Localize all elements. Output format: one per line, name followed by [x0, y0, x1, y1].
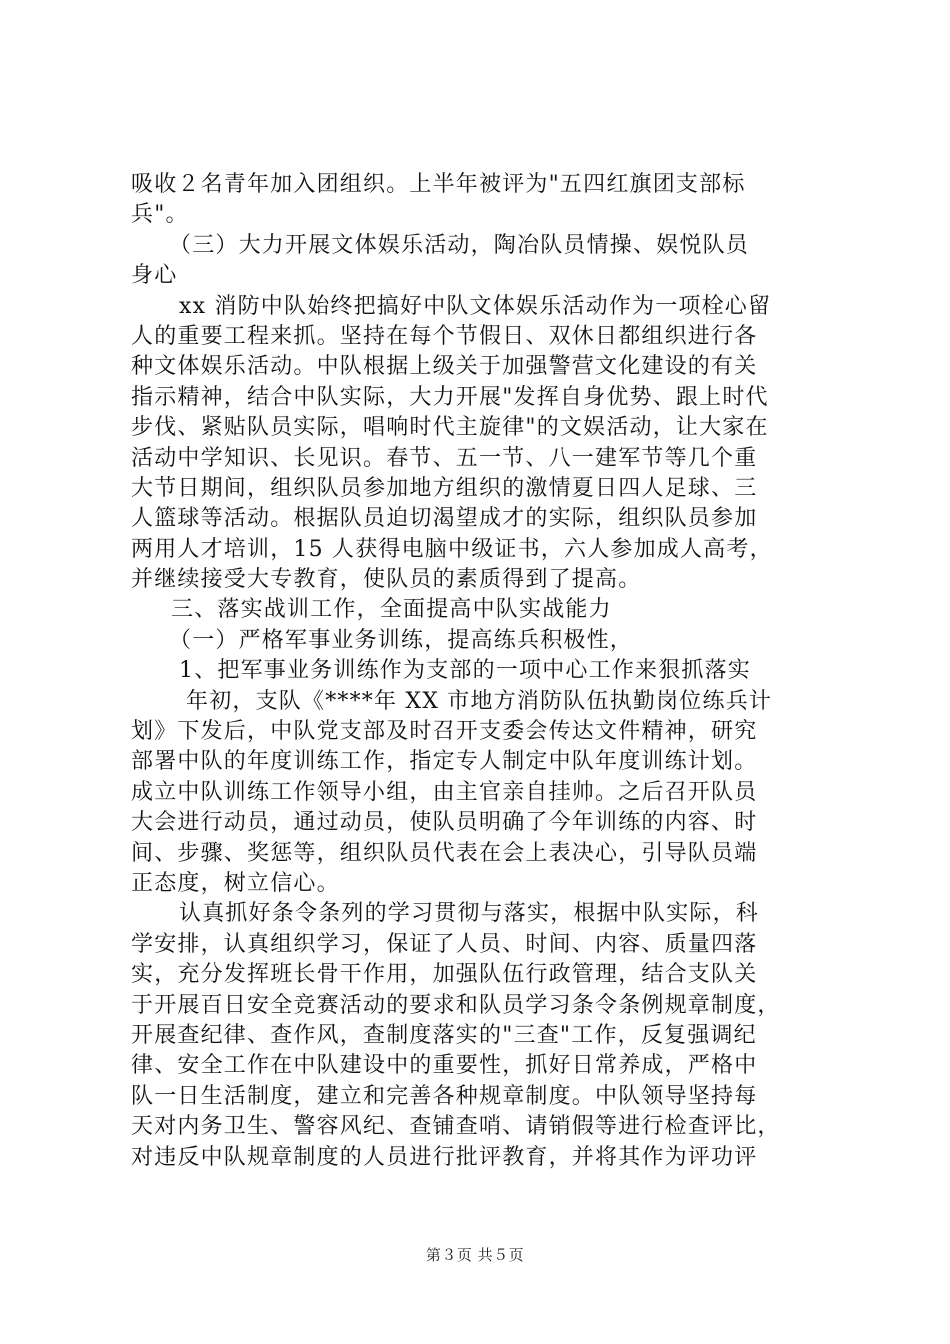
text-line: 队一日生活制度，建立和完善各种规章制度。中队领导坚持每 [131, 1083, 758, 1109]
text-line: 实，充分发挥班长骨干作用，加强队伍行政管理，结合支队关 [131, 962, 758, 988]
text-line: 部署中队的年度训练工作，指定专人制定中队年度训练计划。 [131, 749, 758, 775]
text-line: xx 消防中队始终把搞好中队文体娱乐活动作为一项栓心留 [179, 293, 772, 319]
text-line: 认真抓好条令条列的学习贯彻与落实，根据中队实际，科 [179, 901, 760, 927]
text-line: 大节日期间，组织队员参加地方组织的激情夏日四人足球、三 [131, 475, 758, 501]
text-line: 吸收２名青年加入团组织。上半年被评为"五四红旗团支部标 [131, 172, 746, 197]
text-line: 间、步骤、奖惩等，组织队员代表在会上表决心，引导队员端 [131, 840, 758, 866]
page-footer: 第３页 共５页 [425, 1246, 525, 1264]
text-line: 人篮球等活动。根据队员迫切渴望成才的实际，组织队员参加 [131, 506, 758, 532]
text-line: 开展查纪律、查作风，查制度落实的"三查"工作，反复强调纪 [131, 1022, 757, 1048]
text-line: 年初，支队《****年 XX 市地方消防队伍执勤岗位练兵计 [186, 688, 773, 714]
text-line: 1、把军事业务训练作为支部的一项中心工作来狠抓落实 [179, 658, 751, 684]
text-line: 兵"。 [131, 202, 189, 228]
text-line: 正态度，树立信心。 [131, 870, 340, 896]
text-line: 大会进行动员，通过动员，使队员明确了今年训练的内容、时 [131, 810, 758, 836]
text-line: 三、落实战训工作，全面提高中队实战能力 [171, 597, 612, 623]
text-line: 划》下发后，中队党支部及时召开支委会传达文件精神，研究 [131, 719, 758, 745]
text-line: 身心 [131, 263, 178, 289]
text-line: 步伐、紧贴队员实际，唱响时代主旋律"的文娱活动，让大家在 [131, 415, 769, 441]
text-line: 于开展百日安全竞赛活动的要求和队员学习条令条例规章制度， [131, 992, 781, 1018]
text-line: 指示精神，结合中队实际，大力开展"发挥自身优势、跟上时代 [131, 384, 769, 410]
text-line: 活动中学知识、长见识。春节、五一节、八一建军节等几个重 [131, 445, 758, 471]
document-body [131, 170, 831, 1173]
text-line: 成立中队训练工作领导小组，由主官亲自挂帅。之后召开队员 [131, 779, 758, 805]
text-line: 种文体娱乐活动。中队根据上级关于加强警营文化建设的有关 [131, 354, 758, 380]
text-line: （一）严格军事业务训练，提高练兵积极性， [169, 627, 634, 653]
text-line: （三）大力开展文体娱乐活动，陶冶队员情操、娱悦队员 [169, 232, 750, 258]
text-line: 学安排，认真组织学习，保证了人员、时间、内容、质量四落 [131, 931, 758, 957]
text-line: 人的重要工程来抓。坚持在每个节假日、双休日都组织进行各 [131, 323, 758, 349]
text-line: 并继续接受大专教育，使队员的素质得到了提高。 [131, 567, 642, 593]
text-line: 天对内务卫生、警容风纪、查铺查哨、请销假等进行检查评比， [131, 1114, 781, 1140]
text-line: 律、安全工作在中队建设中的重要性，抓好日常养成，严格中 [131, 1053, 758, 1079]
text-line: 两用人才培训，15 人获得电脑中级证书，六人参加成人高考， [131, 536, 773, 562]
text-line: 对违反中队规章制度的人员进行批评教育，并将其作为评功评 [131, 1144, 758, 1170]
